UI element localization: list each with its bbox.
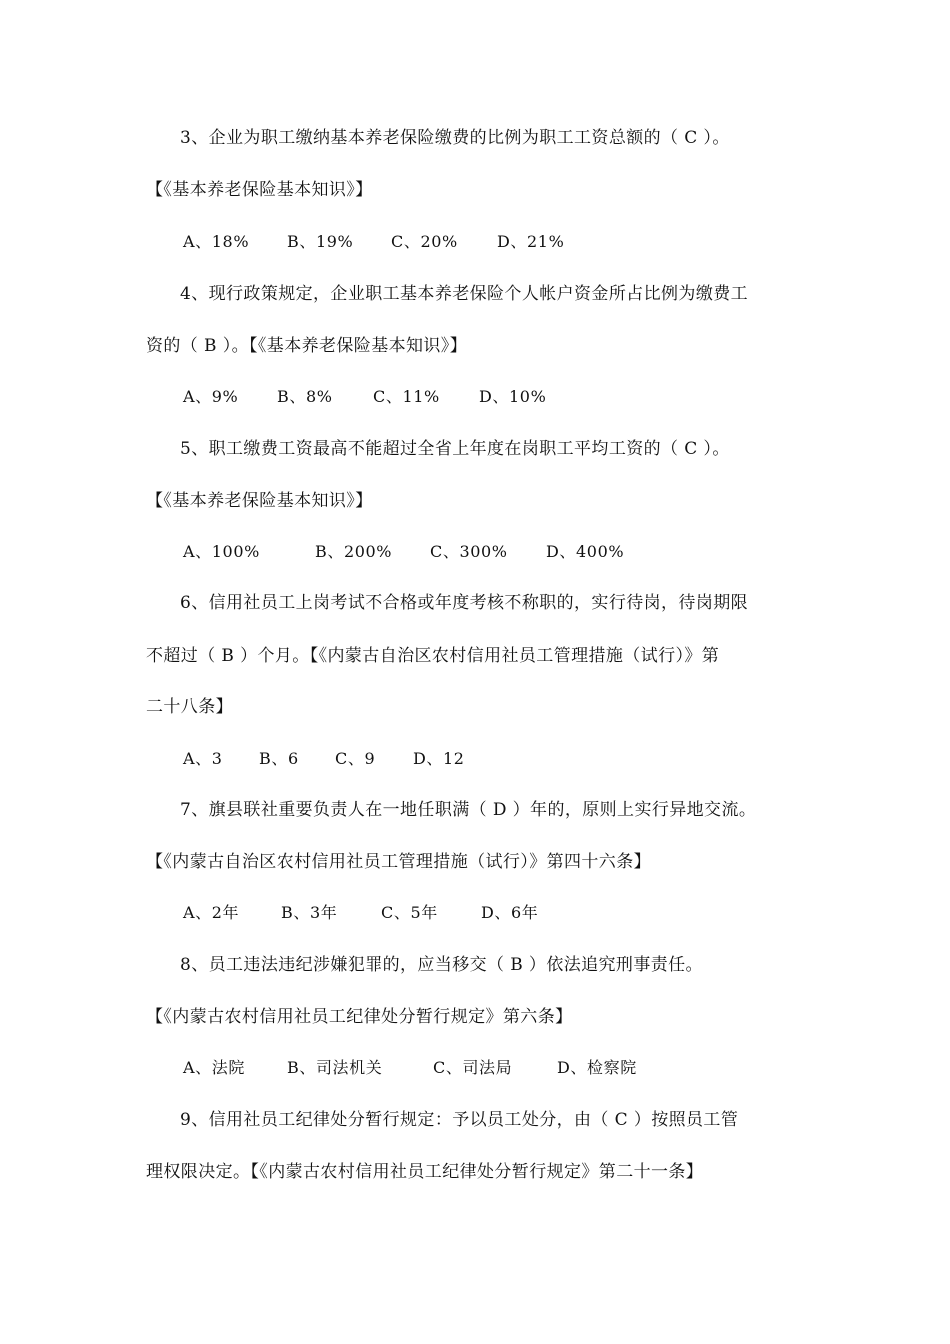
- option-c: C、11%: [373, 387, 440, 406]
- option-d: D、12: [413, 749, 465, 768]
- question-6-options: [183, 746, 465, 772]
- question-8-options: [183, 1055, 637, 1081]
- question-7-stem: 7、旗县联社重要负责人在一地任职满（ D ）年的，原则上实行异地交流。: [180, 800, 757, 820]
- question-9-stem-cont: 理权限决定。【《内蒙古农村信用社员工纪律处分暂行规定》第二十一条】: [146, 1162, 704, 1182]
- option-c: C、5年: [381, 903, 438, 922]
- option-a: A、法院: [183, 1058, 245, 1077]
- option-b: B、司法机关: [287, 1058, 383, 1077]
- option-c: C、9: [335, 749, 376, 768]
- option-b: B、19%: [287, 232, 354, 251]
- question-5-options: [183, 539, 624, 565]
- option-d: D、400%: [546, 542, 625, 561]
- option-a: A、9%: [183, 387, 239, 406]
- option-b: B、8%: [277, 387, 333, 406]
- question-3-options: [183, 229, 564, 255]
- question-7-source: 【《内蒙古自治区农村信用社员工管理措施（试行）》第四十六条】: [146, 852, 651, 872]
- option-a: A、3: [183, 749, 223, 768]
- option-d: D、21%: [497, 232, 565, 251]
- question-6-stem: 6、信用社员工上岗考试不合格或年度考核不称职的，实行待岗，待岗期限: [180, 593, 749, 613]
- question-6-source-end: 二十八条】: [146, 697, 233, 717]
- question-8-stem: 8、员工违法违纪涉嫌犯罪的，应当移交（ B ）依法追究刑事责任。: [180, 955, 703, 975]
- option-c: C、司法局: [433, 1058, 513, 1077]
- option-b: B、200%: [315, 542, 393, 561]
- option-c: C、300%: [430, 542, 508, 561]
- question-4-stem-cont: 资的（ B ）。【《基本养老保险基本知识》】: [146, 336, 468, 356]
- question-3-source: 【《基本养老保险基本知识》】: [146, 180, 373, 200]
- option-a: A、2年: [183, 903, 240, 922]
- question-3-stem: 3、企业为职工缴纳基本养老保险缴费的比例为职工工资总额的（ C ）。: [180, 128, 730, 148]
- option-d: D、10%: [479, 387, 547, 406]
- option-b: B、6: [259, 749, 299, 768]
- question-7-options: [183, 900, 538, 926]
- question-8-source: 【《内蒙古农村信用社员工纪律处分暂行规定》第六条】: [146, 1007, 573, 1027]
- question-9-stem: 9、信用社员工纪律处分暂行规定：予以员工处分，由（ C ）按照员工管: [180, 1110, 739, 1130]
- question-4-options: [183, 384, 546, 410]
- question-6-stem-cont: 不超过（ B ）个月。【《内蒙古自治区农村信用社员工管理措施（试行）》第: [146, 646, 720, 666]
- question-5-stem: 5、职工缴费工资最高不能超过全省上年度在岗职工平均工资的（ C ）。: [180, 439, 730, 459]
- option-d: D、检察院: [557, 1058, 637, 1077]
- question-5-source: 【《基本养老保险基本知识》】: [146, 491, 373, 511]
- option-d: D、6年: [481, 903, 539, 922]
- option-a: A、100%: [183, 542, 260, 561]
- option-a: A、18%: [183, 232, 250, 251]
- question-4-stem: 4、现行政策规定，企业职工基本养老保险个人帐户资金所占比例为缴费工: [180, 284, 749, 304]
- option-c: C、20%: [391, 232, 458, 251]
- option-b: B、3年: [281, 903, 338, 922]
